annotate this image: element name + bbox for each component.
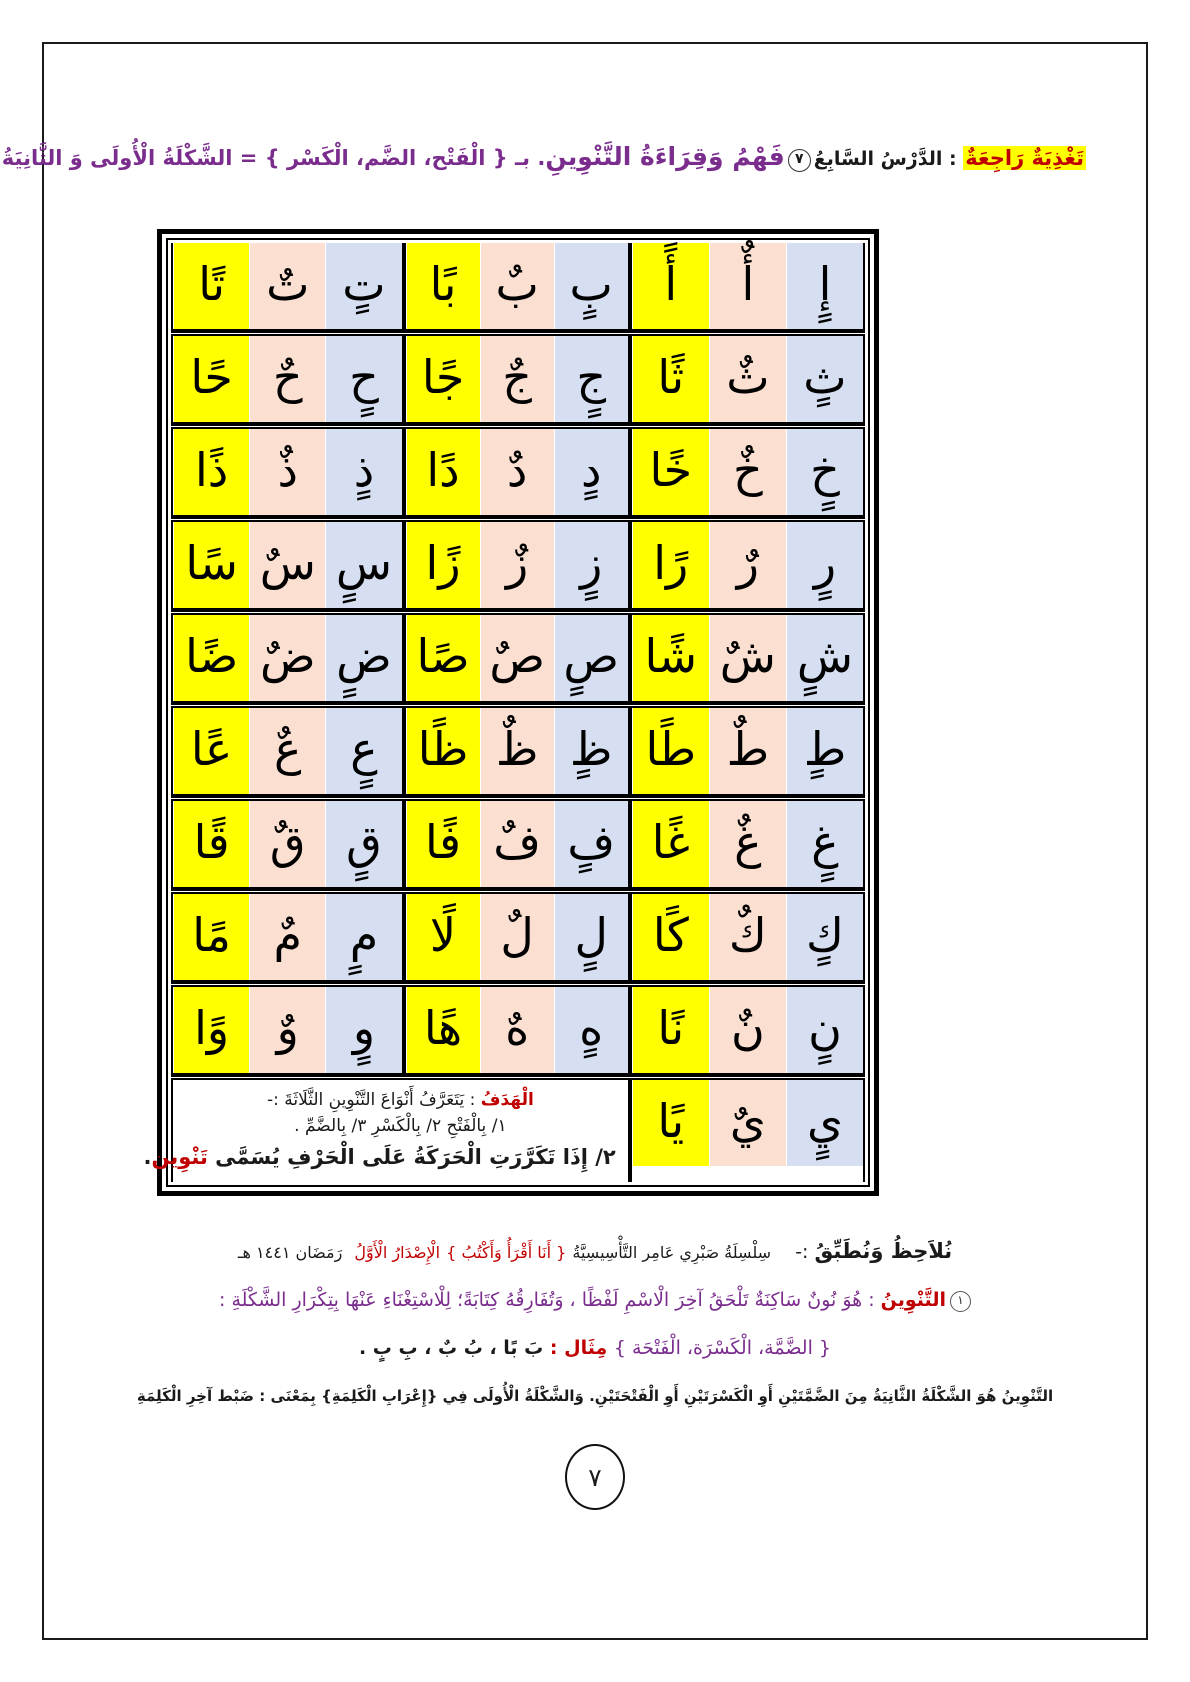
letter-glyph: تٍ — [342, 257, 386, 311]
cell-fathatan[interactable] — [632, 615, 709, 701]
letter-glyph: ضٌ — [259, 629, 316, 683]
cell-dammatan[interactable] — [709, 243, 786, 329]
letter-glyph: ثٍ — [803, 350, 847, 404]
letter-glyph: ثًا — [657, 350, 685, 404]
cell-dammatan[interactable] — [249, 243, 325, 329]
letter-glyph: فٌ — [493, 815, 541, 869]
letter-glyph: ظٌ — [495, 722, 539, 776]
cell-dammatan[interactable] — [709, 429, 786, 515]
table-row — [171, 615, 865, 701]
goal-keyword-tanween: تَنْوِين — [151, 1144, 208, 1169]
cell-fathatan[interactable] — [406, 243, 480, 329]
cell-dammatan[interactable] — [249, 615, 325, 701]
letter-group-right — [630, 429, 865, 515]
goal-line-3-pre: ٢/ إِذَا تَكَرَّرَتِ الْحَرَكَةُ عَلَى الْحَرْفِ يُسَمَّى — [207, 1144, 616, 1169]
cell-kasratan[interactable] — [786, 708, 863, 794]
cell-dammatan[interactable] — [480, 894, 554, 980]
row-separator — [171, 329, 865, 336]
letter-glyph: أً — [664, 257, 678, 311]
letter-group-middle — [404, 615, 630, 701]
cell-fathatan[interactable] — [406, 429, 480, 515]
letter-glyph: فٍ — [567, 815, 616, 869]
letter-glyph: ضًا — [185, 629, 239, 683]
letter-glyph: أٌ — [741, 257, 755, 311]
cell-kasratan[interactable] — [786, 801, 863, 887]
letter-glyph: فًا — [425, 815, 462, 869]
letter-group-left — [171, 708, 403, 794]
letter-glyph: بٍ — [569, 257, 613, 311]
letter-glyph: ثٌ — [726, 350, 770, 404]
letter-glyph: خٍ — [810, 443, 840, 497]
cell-kasratan[interactable] — [786, 336, 863, 422]
row-separator — [171, 701, 865, 708]
letter-glyph: ذٍ — [353, 443, 375, 497]
letter-group-left — [171, 522, 403, 608]
letter-glyph: دٌ — [506, 443, 528, 497]
cell-dammatan[interactable] — [709, 522, 786, 608]
cell-fathatan[interactable] — [406, 801, 480, 887]
letter-glyph: تٌ — [266, 257, 310, 311]
cell-fathatan[interactable] — [406, 615, 480, 701]
letter-group-left — [171, 801, 403, 887]
cell-dammatan[interactable] — [480, 708, 554, 794]
footer-rule-line — [104, 1387, 1086, 1405]
cell-fathatan[interactable] — [173, 987, 249, 1073]
lesson-label: الدَّرْسُ السَّابِعُ — [813, 148, 943, 170]
cell-dammatan[interactable] — [709, 615, 786, 701]
cell-kasratan[interactable] — [325, 336, 401, 422]
row-separator — [171, 422, 865, 429]
cell-dammatan[interactable] — [249, 429, 325, 515]
table-row — [171, 894, 865, 980]
lesson-number-circle: ٧ — [788, 149, 811, 172]
footer-examples-line — [104, 1337, 1086, 1359]
cell-fathatan[interactable] — [406, 522, 480, 608]
cell-dammatan[interactable] — [709, 708, 786, 794]
letter-glyph: شٍ — [796, 629, 854, 683]
cell-fathatan[interactable] — [173, 243, 249, 329]
letter-glyph: دٍ — [580, 443, 602, 497]
cell-dammatan[interactable] — [249, 894, 325, 980]
letter-glyph: مٌ — [273, 908, 303, 962]
cell-dammatan[interactable] — [249, 336, 325, 422]
cell-fathatan[interactable] — [173, 615, 249, 701]
row-separator — [171, 794, 865, 801]
letter-glyph: شٌ — [719, 629, 776, 683]
letter-glyph: يٌ — [729, 1094, 766, 1148]
goal-line-3-post: . — [143, 1144, 152, 1169]
letter-group-left — [171, 336, 403, 422]
cell-kasratan[interactable] — [786, 522, 863, 608]
letter-group-right — [630, 243, 865, 329]
cell-fathatan[interactable] — [173, 801, 249, 887]
letter-group-right-last — [630, 1080, 865, 1182]
page-content — [1, 44, 1146, 1638]
letter-glyph: غًا — [651, 815, 690, 869]
cell-kasratan[interactable] — [554, 708, 628, 794]
letter-glyph: قًا — [193, 815, 230, 869]
feedback-badge: تَغْذِيَةٌ رَاجِعَةٌ — [965, 146, 1084, 170]
example-letters: بَ بًا ، بُ بٌ ، بِ بٍ . — [358, 1337, 544, 1359]
series-name: سِلْسِلَةُ صَبْرِي عَامِر التَّأْسِيسِيَّةُ — [572, 1243, 772, 1262]
row-separator — [171, 1073, 865, 1080]
cell-kasratan[interactable] — [325, 894, 401, 980]
cell-dammatan[interactable] — [480, 522, 554, 608]
letter-group-right — [630, 336, 865, 422]
letter-glyph: زًا — [425, 536, 461, 590]
edition-label: الْإِصْدَارُ الْأَوَّلُ — [354, 1243, 441, 1262]
cell-dammatan[interactable] — [249, 708, 325, 794]
letter-glyph: زٍ — [580, 536, 603, 590]
letter-group-right — [630, 522, 865, 608]
cell-dammatan[interactable] — [480, 336, 554, 422]
cell-dammatan[interactable] — [249, 522, 325, 608]
letter-glyph: نٍ — [808, 1001, 842, 1055]
letter-glyph: هٌ — [505, 1001, 530, 1055]
cell-kasratan[interactable] — [786, 894, 863, 980]
letter-glyph: كٍ — [806, 908, 844, 962]
letter-glyph: هٍ — [579, 1001, 604, 1055]
cell-kasratan[interactable] — [325, 708, 401, 794]
cell-kasratan[interactable] — [325, 429, 401, 515]
letter-group-left — [171, 987, 403, 1073]
cell-fathatan[interactable] — [632, 1080, 709, 1166]
cell-fathatan[interactable] — [173, 708, 249, 794]
cell-dammatan[interactable] — [480, 801, 554, 887]
observe-apply-dash: :- — [795, 1241, 815, 1263]
letter-glyph: ضٍ — [336, 629, 392, 683]
cell-dammatan[interactable] — [480, 615, 554, 701]
cell-kasratan[interactable] — [786, 1080, 863, 1166]
letter-glyph: عًا — [190, 722, 233, 776]
letter-glyph: حٌ — [272, 350, 303, 404]
letter-glyph: عٌ — [274, 722, 302, 776]
lesson-header — [1, 139, 1086, 174]
example-label: مِثَال : — [543, 1337, 614, 1359]
letter-group-right — [630, 801, 865, 887]
letter-glyph: هًا — [423, 1001, 463, 1055]
cell-kasratan[interactable] — [786, 429, 863, 515]
book-title: { أَنَا أَقْرَأُ وَأَكْتُبُ } — [446, 1243, 567, 1262]
letter-glyph: خٌ — [733, 443, 763, 497]
cell-dammatan[interactable] — [249, 801, 325, 887]
page-frame — [1, 42, 1148, 1640]
letter-group-middle — [404, 522, 630, 608]
cell-fathatan[interactable] — [632, 522, 709, 608]
header-colon: : — [942, 148, 964, 170]
table-row — [171, 987, 865, 1073]
letter-group-middle — [404, 336, 630, 422]
letter-glyph: دًا — [426, 443, 460, 497]
letter-group-middle — [404, 243, 630, 329]
cell-fathatan[interactable] — [632, 336, 709, 422]
letter-glyph: قٍ — [346, 815, 382, 869]
letter-group-right — [630, 708, 865, 794]
page-number — [44, 1444, 1146, 1510]
goal-line-2: ١/ بِالْفَتْحِ ٢/ بِالْكَسْرِ ٣/ بِالضَّمِّ . — [294, 1116, 507, 1137]
letter-glyph: طٌ — [726, 722, 770, 776]
definition-number-circle: ١ — [950, 1291, 971, 1312]
table-row — [171, 522, 865, 608]
letter-group-left — [171, 894, 403, 980]
cell-dammatan[interactable] — [249, 987, 325, 1073]
letter-glyph: شًا — [644, 629, 698, 683]
letter-glyph: صٌ — [489, 629, 545, 683]
row-separator — [171, 515, 865, 522]
letter-glyph: سًا — [185, 536, 238, 590]
observe-apply-title: نُلاَحِظُ وَنُطَبِّقُ — [814, 1239, 953, 1263]
cell-kasratan[interactable] — [554, 522, 628, 608]
letter-glyph: عٍ — [350, 722, 378, 776]
lesson-rule: . بـ { الْفَتْح، الضَّم، الْكَسْر } = الشَّكْلَةُ الْأُولَى وَ الثَّانِيَةُ — [1, 146, 546, 170]
letter-group-middle — [404, 894, 630, 980]
goal-line-1 — [185, 1087, 616, 1113]
letter-glyph: يًا — [657, 1094, 685, 1148]
letter-group-right — [630, 894, 865, 980]
cell-kasratan[interactable] — [786, 987, 863, 1073]
cell-fathatan[interactable] — [406, 987, 480, 1073]
table-row — [171, 708, 865, 794]
goal-line-1-text: : يَتَعَرَّفُ أَنْوَاعَ التَّنْوِينِ الثَّلَاثَةَ :- — [266, 1090, 481, 1110]
cell-fathatan[interactable] — [173, 336, 249, 422]
letter-glyph: لًا — [429, 908, 457, 962]
letter-glyph: غٌ — [734, 815, 762, 869]
tanween-keyword: التَّنْوِينُ — [880, 1289, 946, 1311]
letter-glyph: كًا — [652, 908, 689, 962]
letter-glyph: ظًا — [417, 722, 469, 776]
harakat-list: { الضَّمَّة، الْكَسْرَة، الْفَتْحَة } — [613, 1337, 832, 1359]
letter-glyph: وٌ — [276, 1001, 299, 1055]
letter-glyph: رًا — [653, 536, 689, 590]
letter-glyph: يٍ — [806, 1094, 843, 1148]
lesson-title: فَهْمُ وَقِرَاءَةُ التَّنْوِينِ — [545, 142, 785, 171]
cell-dammatan[interactable] — [480, 429, 554, 515]
letter-group-middle — [404, 708, 630, 794]
table-row — [171, 801, 865, 887]
cell-kasratan[interactable] — [554, 336, 628, 422]
letter-glyph: تًا — [198, 257, 226, 311]
letter-glyph: رٍ — [813, 536, 837, 590]
row-separator — [171, 608, 865, 615]
cell-fathatan[interactable] — [173, 522, 249, 608]
cell-dammatan[interactable] — [709, 987, 786, 1073]
letter-glyph: زٌ — [506, 536, 529, 590]
letter-glyph: رٌ — [736, 536, 759, 590]
cell-dammatan[interactable] — [709, 801, 786, 887]
letter-glyph: مٍ — [349, 908, 379, 962]
letter-group-left — [171, 243, 403, 329]
letter-glyph: طًا — [645, 722, 697, 776]
table-row — [171, 429, 865, 515]
page-number-oval: ٧ — [565, 1444, 625, 1510]
letter-glyph: جٍ — [576, 350, 607, 404]
letter-group-left — [171, 615, 403, 701]
letter-glyph: حٍ — [349, 350, 379, 404]
letter-glyph: نًا — [657, 1001, 685, 1055]
letter-group-middle — [404, 801, 630, 887]
letter-glyph: لٍ — [574, 908, 608, 962]
cell-kasratan[interactable] — [554, 243, 628, 329]
letter-glyph: جٌ — [502, 350, 532, 404]
letter-group-left — [171, 429, 403, 515]
letter-group-middle — [404, 987, 630, 1073]
cell-fathatan[interactable] — [173, 429, 249, 515]
letter-glyph: إٍ — [818, 257, 832, 311]
table-row — [171, 243, 865, 329]
cell-kasratan[interactable] — [554, 801, 628, 887]
cell-fathatan[interactable] — [632, 894, 709, 980]
cell-fathatan[interactable] — [406, 336, 480, 422]
letter-group-middle — [404, 429, 630, 515]
letter-glyph: مًا — [192, 908, 231, 962]
goal-line-3 — [143, 1142, 616, 1174]
letter-glyph: قٌ — [269, 815, 306, 869]
cell-fathatan[interactable] — [406, 708, 480, 794]
goal-box — [143, 1080, 630, 1182]
cell-dammatan[interactable] — [709, 894, 786, 980]
letter-glyph: بٌ — [495, 257, 539, 311]
letter-glyph: لٌ — [500, 908, 534, 962]
letter-glyph: خًا — [649, 443, 692, 497]
letter-glyph: ذٌ — [277, 443, 299, 497]
table-inner-border — [143, 238, 870, 1187]
letter-glyph: سٍ — [335, 536, 392, 590]
letter-glyph: ظٍ — [569, 722, 613, 776]
cell-kasratan[interactable] — [325, 522, 401, 608]
footer-definition-line — [104, 1289, 1086, 1312]
cell-fathatan[interactable] — [632, 243, 709, 329]
letter-glyph: غٍ — [811, 815, 839, 869]
tanween-letters-table — [143, 229, 879, 1196]
letter-glyph: كٌ — [728, 908, 767, 962]
cell-fathatan[interactable] — [406, 894, 480, 980]
cell-kasratan[interactable] — [325, 801, 401, 887]
cell-fathatan[interactable] — [632, 429, 709, 515]
cell-kasratan[interactable] — [554, 987, 628, 1073]
letter-glyph: وًا — [194, 1001, 230, 1055]
letter-glyph: صٍ — [563, 629, 620, 683]
table-row — [171, 336, 865, 422]
cell-kasratan[interactable] — [325, 243, 401, 329]
table-bottom-row — [143, 1080, 865, 1182]
footer-rule-text: التَّنْوِينُ هُوَ الشَّكْلَةُ الثَّانِيَةُ مِنَ الضَّمَّتَيْنِ أَوِ الْكَسْرَتَيْنِ أَوِ الْفَتْحَتَيْنِ. وَالشَّكْلَةُ الْأُولَى فِي {إِعْرَابِ الْكَلِمَةِ} بِمَعْنَى : ضَبْط آخِرِ الْكَلِمَةِ — [136, 1387, 1054, 1405]
letter-group-right — [630, 987, 865, 1073]
cell-kasratan[interactable] — [554, 615, 628, 701]
letter-glyph: جًا — [421, 350, 465, 404]
cell-fathatan[interactable] — [173, 894, 249, 980]
cell-dammatan[interactable] — [709, 1080, 786, 1166]
letter-group-right — [630, 615, 865, 701]
cell-fathatan[interactable] — [632, 801, 709, 887]
edition-date: رَمَضَان ١٤٤١ هـ — [237, 1243, 343, 1262]
cell-fathatan[interactable] — [632, 708, 709, 794]
cell-kasratan[interactable] — [325, 615, 401, 701]
letter-glyph: ذًا — [194, 443, 229, 497]
cell-dammatan[interactable] — [480, 243, 554, 329]
row-separator — [171, 887, 865, 894]
letter-glyph: طٍ — [803, 722, 847, 776]
letter-glyph: بًا — [429, 257, 457, 311]
footer-series-line — [104, 1239, 1086, 1263]
letter-glyph: حًا — [190, 350, 233, 404]
cell-kasratan[interactable] — [325, 987, 401, 1073]
goal-label: الْهَدَفُ — [480, 1090, 534, 1110]
letter-glyph: سٌ — [259, 536, 316, 590]
letter-glyph: صًا — [416, 629, 470, 683]
row-separator — [171, 980, 865, 987]
cell-kasratan[interactable] — [554, 894, 628, 980]
cell-fathatan[interactable] — [632, 987, 709, 1073]
cell-kasratan[interactable] — [786, 243, 863, 329]
cell-kasratan[interactable] — [554, 429, 628, 515]
cell-dammatan[interactable] — [709, 336, 786, 422]
cell-dammatan[interactable] — [480, 987, 554, 1073]
cell-kasratan[interactable] — [786, 615, 863, 701]
letter-glyph: وٍ — [352, 1001, 376, 1055]
tanween-definition: : هُوَ نُونٌ سَاكِنَةٌ تَلْحَقُ آخِرَ الْاسْمِ لَفْظًا ، وَتُفَارِقُهُ كِتَابَةً؛ لِلْاسْتِغْنَاءِ عَنْهَا بِتِكْرَارِ الشَّكْلَةِ : — [219, 1289, 881, 1311]
letter-glyph: نٌ — [730, 1001, 765, 1055]
